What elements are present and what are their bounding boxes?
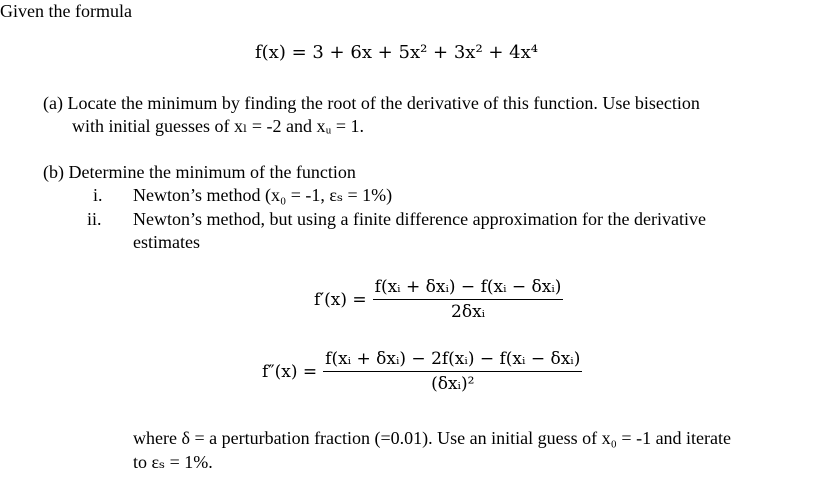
part-a-line-2: with initial guesses of xₗ = -2 and xᵤ = 1. [72, 116, 365, 136]
eq1-lhs: f′(x) = [314, 289, 367, 310]
item-i-marker: i. [93, 185, 103, 205]
note-line-1: where δ = a perturbation fraction (=0.01). Use an initial guess of x₀ = -1 and iterate [133, 428, 732, 448]
eq2-fraction [323, 349, 582, 395]
part-a-line-1: (a) Locate the minimum by finding the root of the derivative of this function. Use bisection [43, 93, 700, 113]
item-ii-line-1: Newton’s method, but using a finite difference approximation for the derivative [133, 209, 707, 229]
item-ii-line-2: estimates [133, 232, 200, 252]
formula: f(x) = 3 + 6x + 5x² + 3x² + 4x⁴ [255, 42, 538, 63]
eq2-lhs: f″(x) = [262, 361, 318, 382]
eq1-numerator: f(xᵢ + δxᵢ) − f(xᵢ − δxᵢ) [373, 277, 564, 300]
second-derivative-equation [262, 349, 582, 395]
intro-text: Given the formula [0, 1, 132, 21]
part-b-heading: (b) Determine the minimum of the function [43, 162, 356, 182]
eq2-denominator: (δxᵢ)² [431, 374, 475, 395]
item-ii-marker: ii. [87, 209, 102, 229]
eq2-numerator: f(xᵢ + δxᵢ) − 2f(xᵢ) − f(xᵢ − δxᵢ) [323, 349, 582, 372]
first-derivative-equation [314, 277, 563, 323]
eq1-denominator: 2δxᵢ [451, 302, 486, 323]
eq1-fraction [373, 277, 564, 323]
note-line-2: to εₛ = 1%. [133, 452, 213, 472]
item-i-text: Newton’s method (x₀ = -1, εₛ = 1%) [133, 185, 393, 205]
